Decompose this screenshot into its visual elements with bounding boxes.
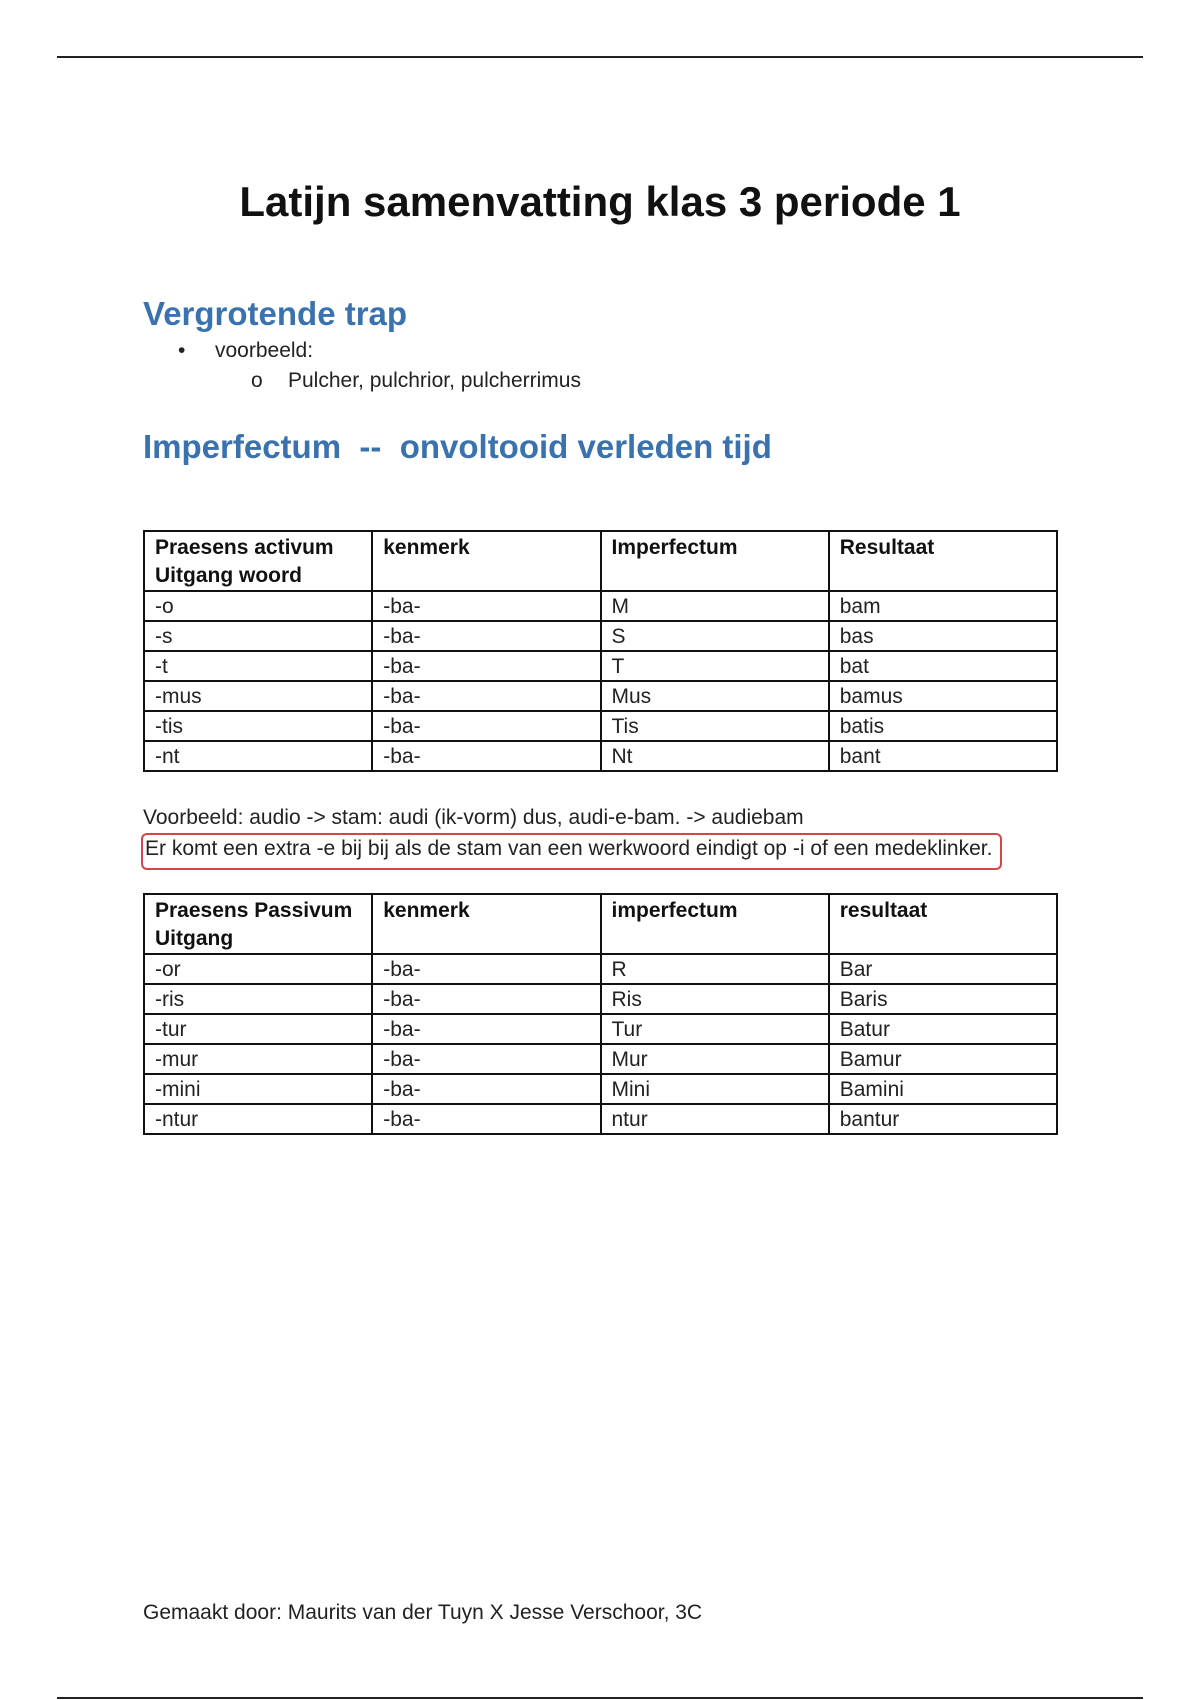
table-cell: -ba- <box>372 954 600 984</box>
table-cell: bant <box>829 741 1057 771</box>
table-cell: bantur <box>829 1104 1057 1134</box>
table-cell: Bamur <box>829 1044 1057 1074</box>
column-header: Praesens Passivum Uitgang <box>144 894 372 954</box>
table-cell: -ba- <box>372 741 600 771</box>
table-cell: S <box>601 621 829 651</box>
column-header: Praesens activum Uitgang woord <box>144 531 372 591</box>
table-cell: Bamini <box>829 1074 1057 1104</box>
example-note: Voorbeeld: audio -> stam: audi (ik-vorm) dus, audi-e-bam. -> audiebam <box>143 806 804 829</box>
table-cell: bam <box>829 591 1057 621</box>
footer-credit: Gemaakt door: Maurits van der Tuyn X Jesse Verschoor, 3C <box>143 1601 703 1624</box>
table-row <box>144 681 1057 711</box>
table-row <box>144 984 1057 1014</box>
table-cell: -mini <box>144 1074 372 1104</box>
table-cell: Mini <box>601 1074 829 1104</box>
table-cell: -mus <box>144 681 372 711</box>
table-row <box>144 954 1057 984</box>
bottom-rule <box>57 1697 1143 1699</box>
column-header: Imperfectum <box>601 531 829 591</box>
sub-bullet-example <box>251 369 581 393</box>
table-header-row <box>144 531 1057 591</box>
table-cell: -ba- <box>372 1074 600 1104</box>
table-cell: -ba- <box>372 1104 600 1134</box>
table-row <box>144 651 1057 681</box>
table-cell: Tur <box>601 1014 829 1044</box>
table-cell: Tis <box>601 711 829 741</box>
table-cell: -ba- <box>372 1044 600 1074</box>
column-header: Resultaat <box>829 531 1057 591</box>
table-cell: Mur <box>601 1044 829 1074</box>
table-cell: -ba- <box>372 711 600 741</box>
heading-vergrotende-trap: Vergrotende trap <box>143 295 408 332</box>
table-row <box>144 741 1057 771</box>
table-cell: -ba- <box>372 1014 600 1044</box>
table-praesens-activum <box>143 530 1058 772</box>
table-cell: bat <box>829 651 1057 681</box>
table-cell: -ris <box>144 984 372 1014</box>
column-header: kenmerk <box>372 531 600 591</box>
table-cell: M <box>601 591 829 621</box>
table-cell: Bar <box>829 954 1057 984</box>
table-cell: -tis <box>144 711 372 741</box>
table-row <box>144 711 1057 741</box>
table-cell: Nt <box>601 741 829 771</box>
column-header: imperfectum <box>601 894 829 954</box>
table-row <box>144 1044 1057 1074</box>
table-row <box>144 1104 1057 1134</box>
top-rule <box>57 56 1143 58</box>
table-cell: -mur <box>144 1044 372 1074</box>
table-cell: R <box>601 954 829 984</box>
table-cell: Ris <box>601 984 829 1014</box>
table-cell: bamus <box>829 681 1057 711</box>
table-cell: T <box>601 651 829 681</box>
table-cell: -ntur <box>144 1104 372 1134</box>
bullet-label: voorbeeld: <box>215 339 314 362</box>
highlighted-rule-note: Er komt een extra -e bij bij als de stam van een werkwoord eindigt op -i of een medeklinker. <box>141 833 1002 870</box>
table-cell: batis <box>829 711 1057 741</box>
bullet-voorbeeld <box>178 339 313 363</box>
table-cell: -ba- <box>372 651 600 681</box>
table-cell: -tur <box>144 1014 372 1044</box>
table-cell: -s <box>144 621 372 651</box>
table-row <box>144 591 1057 621</box>
table-row <box>144 621 1057 651</box>
table-cell: bas <box>829 621 1057 651</box>
bullet-dot-icon: • <box>178 339 186 362</box>
table-cell: ntur <box>601 1104 829 1134</box>
heading-imperfectum: Imperfectum -- onvoltooid verleden tijd <box>143 428 772 465</box>
column-header: kenmerk <box>372 894 600 954</box>
table-cell: -ba- <box>372 681 600 711</box>
table-row <box>144 1074 1057 1104</box>
table-cell: Batur <box>829 1014 1057 1044</box>
table-header-row <box>144 894 1057 954</box>
table-row <box>144 1014 1057 1044</box>
sub-bullet-circle-icon: o <box>251 369 263 392</box>
table-cell: Mus <box>601 681 829 711</box>
table-cell: -nt <box>144 741 372 771</box>
sub-bullet-text: Pulcher, pulchrior, pulcherrimus <box>288 369 581 392</box>
document-title: Latijn samenvatting klas 3 periode 1 <box>239 178 961 225</box>
table-cell: -ba- <box>372 591 600 621</box>
table-cell: -ba- <box>372 621 600 651</box>
table-cell: -or <box>144 954 372 984</box>
table-cell: -t <box>144 651 372 681</box>
column-header: resultaat <box>829 894 1057 954</box>
table-cell: Baris <box>829 984 1057 1014</box>
table-praesens-passivum <box>143 893 1058 1135</box>
table-cell: -o <box>144 591 372 621</box>
table-cell: -ba- <box>372 984 600 1014</box>
